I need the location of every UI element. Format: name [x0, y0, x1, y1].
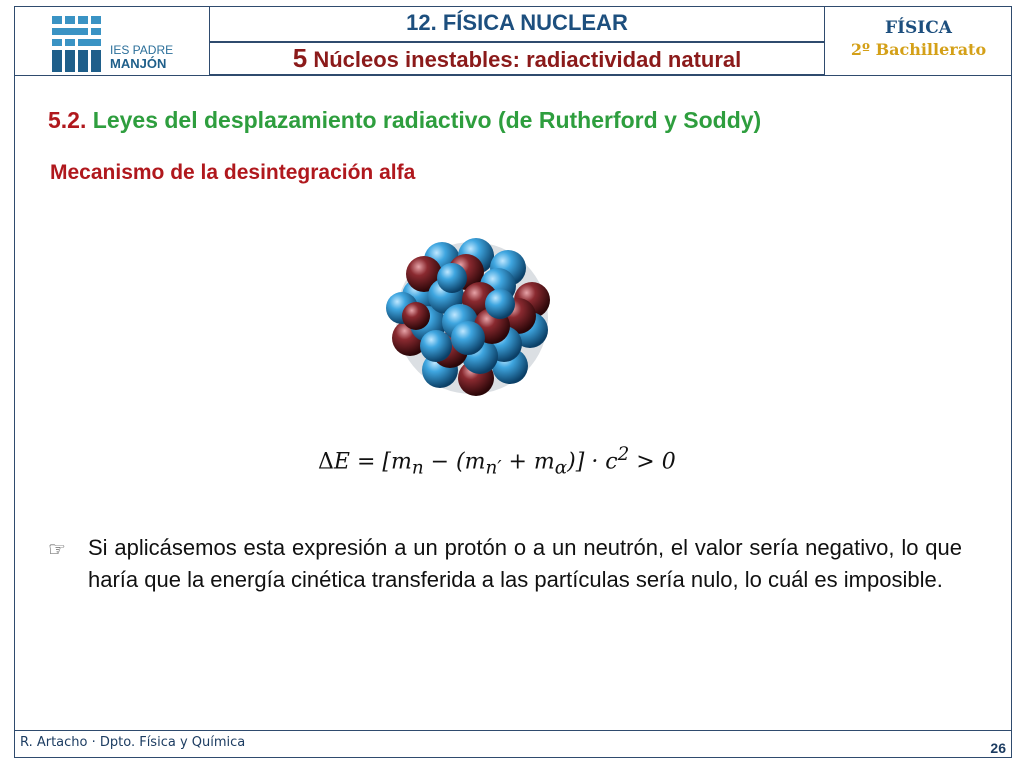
topic-title-text: Núcleos inestables: radiactividad natural — [313, 47, 742, 72]
energy-formula: $\Delta E = [m_n - (m_{n'} + m_\alpha)] \cdot c^2 > 0$ — [318, 444, 676, 479]
topic-title — [209, 42, 825, 75]
course-label: 2º Bachillerato — [850, 40, 987, 59]
bullet-paragraph: Si aplicásemos esta expresión a un protón o a un neutrón, el valor sería negativo, lo que haría que la energía cinética transferida a las partículas sería nulo, lo cuál es imposible. — [88, 535, 962, 592]
unit-title: 12. FÍSICA NUCLEAR — [209, 6, 825, 42]
subject-label: FÍSICA — [885, 18, 952, 38]
footer-author: R. Artacho · Dpto. Física y Química — [20, 735, 246, 750]
atomic-nucleus-illustration — [380, 238, 556, 398]
nucleons — [386, 238, 550, 396]
logo-grid-icon — [52, 16, 100, 72]
topic-number: 5 — [292, 43, 308, 73]
logo-line2: MANJÓN — [110, 56, 167, 71]
section-title-text: Leyes del desplazamiento radiactivo (de Rutherford y Soddy) — [92, 107, 762, 133]
logo-line1: IES PADRE — [110, 43, 174, 57]
logo-text — [110, 44, 173, 70]
pointing-hand-icon: ☞ — [48, 539, 66, 561]
page-number: 26 — [990, 740, 1006, 756]
header-divider — [14, 75, 1012, 76]
section-number: 5.2. — [48, 107, 87, 133]
subsection-title: Mecanismo de la desintegración alfa — [50, 161, 416, 184]
school-logo — [14, 6, 210, 76]
footer-divider — [14, 730, 1012, 731]
section-title — [48, 107, 761, 134]
subject-box — [824, 6, 1012, 76]
